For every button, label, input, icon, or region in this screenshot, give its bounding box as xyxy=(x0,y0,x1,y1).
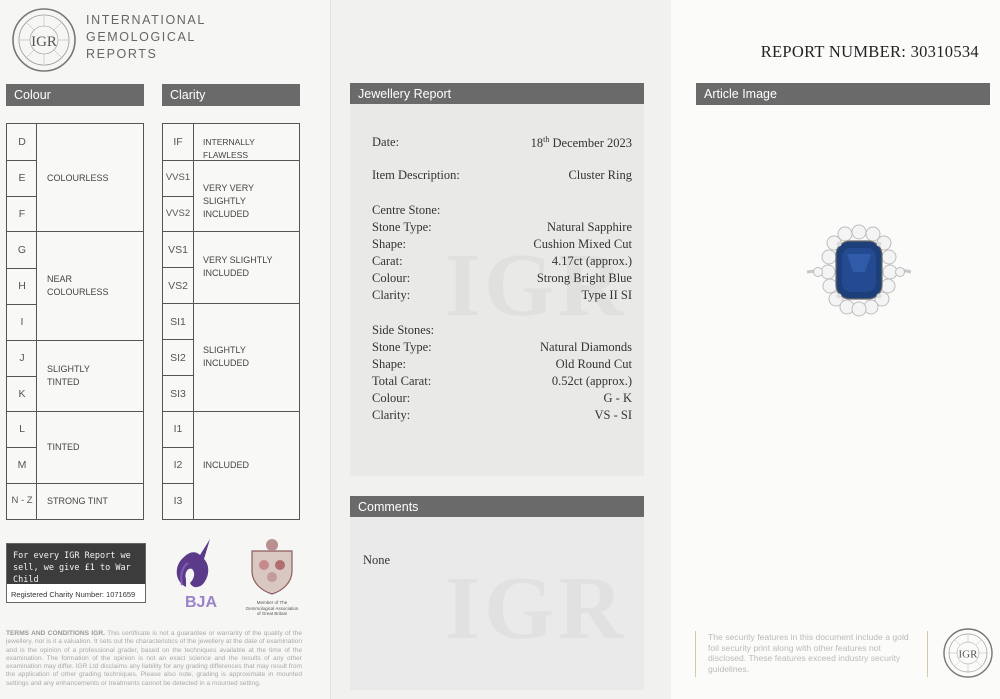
side-stones-heading: Side Stones: xyxy=(372,323,435,337)
colour-group-slightly-tinted: SLIGHTLY TINTED xyxy=(47,364,90,387)
centre-stone-heading: Centre Stone: xyxy=(372,203,441,217)
brand-line-3: REPORTS xyxy=(86,47,158,61)
side-stone-type-value: Natural Diamonds xyxy=(540,340,632,354)
colour-grade-l: L xyxy=(19,423,25,435)
centre-colour-label: Colour: xyxy=(372,271,411,285)
clarity-grade-si3: SI3 xyxy=(170,388,186,400)
item-description-value: Cluster Ring xyxy=(568,168,632,182)
colour-grade-f: F xyxy=(18,208,26,220)
colour-group-strong-tint: STRONG TINT xyxy=(47,496,108,506)
sapphire-ring-icon xyxy=(803,220,915,320)
centre-shape-value: Cushion Mixed Cut xyxy=(533,237,632,251)
igr-logo xyxy=(8,6,80,79)
clarity-header: Clarity xyxy=(162,84,300,106)
clarity-grade-if: IF xyxy=(173,136,183,148)
charity-registration: Registered Charity Number: 1071659 xyxy=(11,590,136,599)
clarity-grade-si2: SI2 xyxy=(170,352,186,364)
bja-logo xyxy=(166,537,232,611)
side-colour-label: Colour: xyxy=(372,391,411,405)
side-clarity-value: VS - SI xyxy=(594,408,632,422)
jewellery-report-header: Jewellery Report xyxy=(350,83,644,105)
svg-text:BJA: BJA xyxy=(184,594,218,611)
brand-line-1: INTERNATIONAL xyxy=(86,13,206,27)
igr-seal-small-icon xyxy=(940,626,996,680)
comments-header: Comments xyxy=(350,496,644,518)
colour-grade-e: E xyxy=(18,172,26,184)
charity-box xyxy=(6,543,146,603)
clarity-group-vs: VERY SLIGHTLY INCLUDED xyxy=(203,255,273,278)
terms-and-conditions xyxy=(6,630,302,688)
clarity-grade-vvs1: VVS1 xyxy=(165,172,191,183)
igr-watermark-2 xyxy=(445,557,627,660)
igr-seal-small xyxy=(940,626,996,685)
centre-stone-type-label: Stone Type: xyxy=(372,220,432,234)
clarity-grade-si1: SI1 xyxy=(170,316,186,328)
unicorn-icon xyxy=(166,537,232,611)
colour-group-colourless: COLOURLESS xyxy=(47,173,109,183)
colour-grade-k: K xyxy=(18,388,26,400)
clarity-grade-vs1: VS1 xyxy=(168,244,188,256)
side-total-carat-label: Total Carat: xyxy=(372,374,432,388)
centre-carat-value: 4.17ct (approx.) xyxy=(551,254,632,268)
igr-seal-icon xyxy=(8,6,80,74)
centre-colour-value: Strong Bright Blue xyxy=(536,271,632,285)
svg-text:IGR: IGR xyxy=(958,648,978,661)
colour-grade-g: G xyxy=(17,244,27,256)
date-label: Date: xyxy=(372,135,400,149)
centre-carat-label: Carat: xyxy=(372,254,403,268)
colour-grade-h: H xyxy=(18,280,26,292)
clarity-group-included: INCLUDED xyxy=(203,460,250,470)
clarity-group-vvs: VERY VERY SLIGHTLY INCLUDED xyxy=(203,183,254,219)
colour-grade-i: I xyxy=(20,316,24,328)
centre-shape-label: Shape: xyxy=(372,237,407,251)
svg-text:IGR: IGR xyxy=(31,34,57,50)
security-notice: The security features in this document include a gold foil security print along with other features not disclosed. These features exceed industry security guidelines. xyxy=(708,632,909,674)
side-colour-value: G - K xyxy=(603,391,632,405)
clarity-grade-i2: I2 xyxy=(173,459,183,471)
colour-group-tinted: TINTED xyxy=(47,442,80,452)
colour-grade-nz: N - Z xyxy=(11,495,33,506)
comments-box xyxy=(350,517,644,690)
clarity-grade-vvs2: VVS2 xyxy=(165,208,191,219)
side-stone-type-label: Stone Type: xyxy=(372,340,432,354)
side-total-carat-value: 0.52ct (approx.) xyxy=(551,374,632,388)
colour-group-near-colourless: NEAR COLOURLESS xyxy=(47,274,109,297)
comments-value: None xyxy=(363,553,391,567)
clarity-group-if: INTERNALLY FLAWLESS xyxy=(203,137,255,160)
brand-line-2: GEMOLOGICAL xyxy=(86,30,196,44)
security-rule-left xyxy=(695,631,696,677)
side-clarity-label: Clarity: xyxy=(372,408,411,422)
charity-message: For every IGR Report we sell, we give £1 to War Child xyxy=(7,544,145,584)
report-number: REPORT NUMBER: 30310534 xyxy=(760,42,979,61)
centre-stone-type-value: Natural Sapphire xyxy=(546,220,632,234)
colour-grade-j: J xyxy=(19,352,25,364)
ring-photo xyxy=(803,220,915,320)
clarity-grade-i3: I3 xyxy=(173,495,183,507)
clarity-grade-vs2: VS2 xyxy=(168,280,188,292)
crest-icon xyxy=(244,537,300,595)
colour-grade-m: M xyxy=(17,459,27,471)
gemmological-association-logo xyxy=(244,537,300,616)
centre-clarity-label: Clarity: xyxy=(372,288,411,302)
terms-body: This certificate is not a guarantee or warranty of the quality of the jewellery, nor is it a valuation. It sets out the characteristics of the jewellery at the date of examination and is the opinion of a professional grader, based on the techniques available at the time of the examination. The formation of the opinion is not an exact science and the results of any other examination may differ. IGR Ltd disclaims any liability for any grading differences that may result from the application of other grading techniques. Please also note, grading is approximate in mounted settings and any enhancements or treatments cannot be detected in a mounted setting. xyxy=(6,630,302,687)
terms-heading: TERMS AND CONDITIONS IGR. xyxy=(6,630,105,637)
clarity-grade-i1: I1 xyxy=(173,423,183,435)
security-rule-right xyxy=(927,631,928,677)
clarity-group-si: SLIGHTLY INCLUDED xyxy=(203,345,250,368)
side-shape-value: Old Round Cut xyxy=(555,357,632,371)
colour-header: Colour xyxy=(6,84,144,106)
centre-clarity-value: Type II SI xyxy=(581,288,632,302)
side-shape-label: Shape: xyxy=(372,357,407,371)
colour-grade-d: D xyxy=(18,136,26,148)
clarity-scale-table xyxy=(162,123,300,520)
article-image-header: Article Image xyxy=(696,83,990,105)
brand-name xyxy=(86,12,206,63)
item-description-label: Item Description: xyxy=(372,168,460,182)
date-value: 18th December 2023 xyxy=(530,135,632,151)
gem-association-caption: Member of The Gemmological Association of Great Britain xyxy=(245,600,299,616)
colour-scale-table xyxy=(6,123,144,520)
